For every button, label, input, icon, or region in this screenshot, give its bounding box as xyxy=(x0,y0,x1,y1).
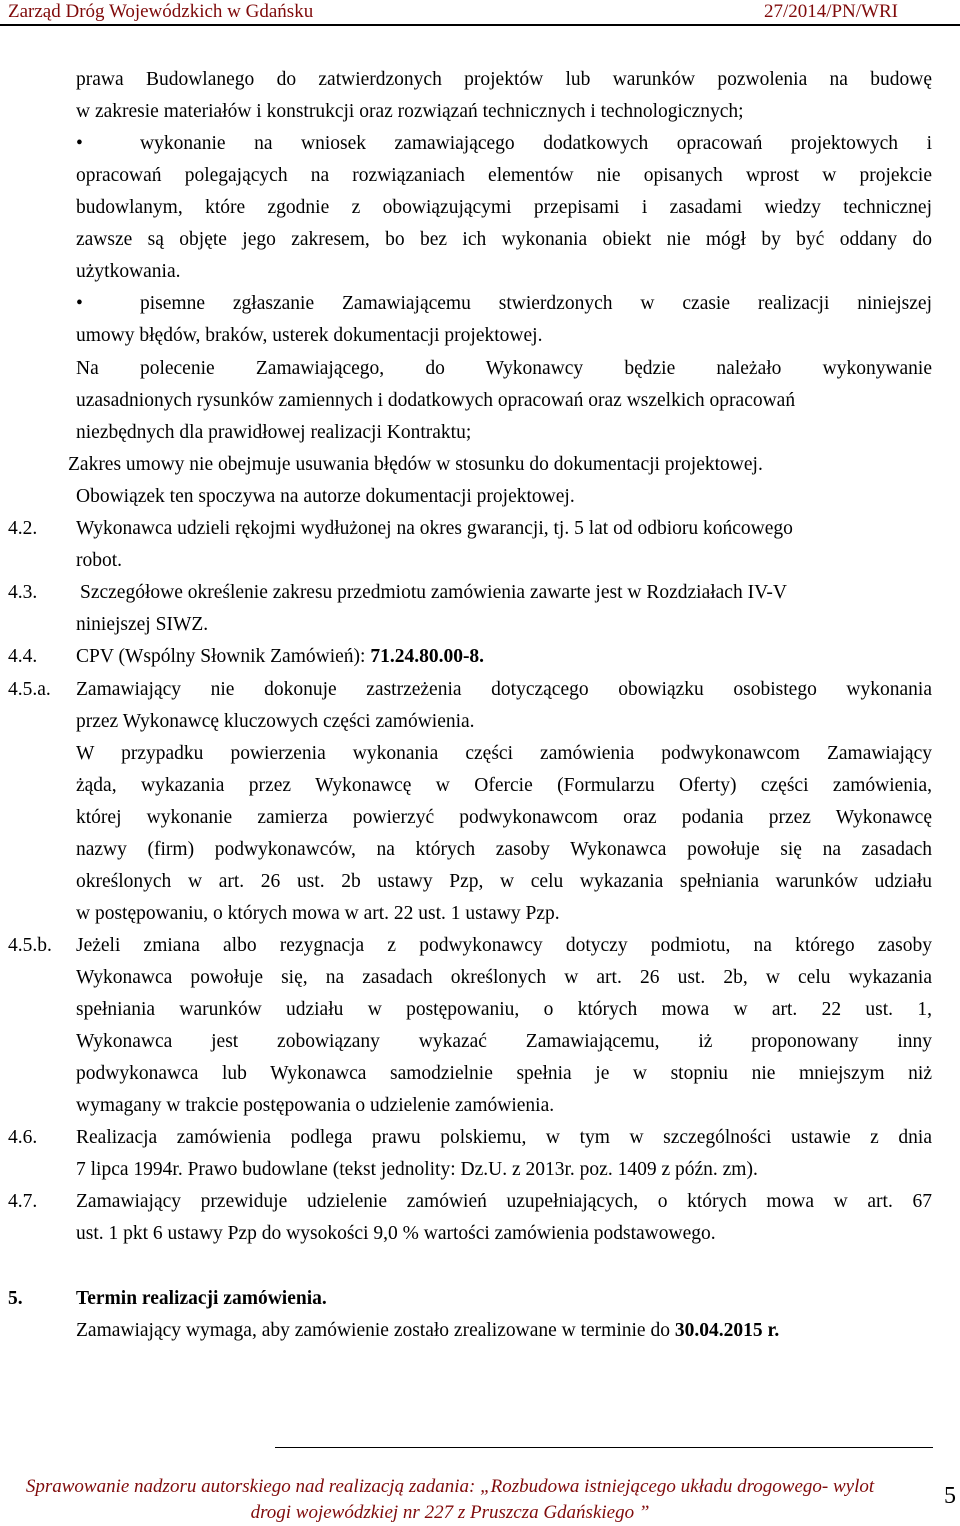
paragraph-line xyxy=(76,644,484,670)
paragraph-line: Zakres umowy nie obejmuje usuwania błędów w stosunku do dokumentacji projektowej. xyxy=(68,454,763,475)
paragraph-line: przez Wykonawcę kluczowych części zamówienia. xyxy=(76,711,475,732)
paragraph-line: w postępowaniu, o których mowa w art. 22 ust. 1 ustawy Pzp. xyxy=(76,903,560,924)
cpv-code: 71.24.80.00-8. xyxy=(370,646,485,667)
paragraph-line: niezbędnych dla prawidłowej realizacji Kontraktu; xyxy=(76,422,472,443)
paragraph-line: Wykonawca jest zobowiązany wykazać Zamawiającemu, iż proponowany inny xyxy=(76,1031,932,1052)
section-number: 4.3. xyxy=(8,582,38,603)
paragraph-line: w zakresie materiałów i konstrukcji oraz rozwiązań technicznych i technologicznych; xyxy=(76,101,744,122)
section-number: 4.2. xyxy=(8,518,38,539)
header-reference: 27/2014/PN/WRI xyxy=(763,1,898,22)
footer-rule xyxy=(275,1447,933,1448)
paragraph-line: Jeżeli zmiana albo rezygnacja z podwykonawcy dotyczy podmiotu, na którego zasoby xyxy=(76,935,932,956)
paragraph-line: niniejszej SIWZ. xyxy=(76,614,209,635)
page-footer xyxy=(0,1474,900,1526)
deadline-date: 30.04.2015 r. xyxy=(674,1320,780,1341)
paragraph-line: użytkowania. xyxy=(76,261,181,282)
cpv-label: CPV (Wspólny Słownik Zamówień): xyxy=(76,646,371,667)
paragraph-line: żąda, wykazania przez Wykonawcę w Ofercie (Formularzu Oferty) części zamówienia, xyxy=(76,775,932,796)
header-org-name: Zarząd Dróg Wojewódzkich w Gdańsku xyxy=(8,1,314,22)
paragraph-line: ust. 1 pkt 6 ustawy Pzp do wysokości 9,0 % wartości zamówienia podstawowego. xyxy=(76,1223,716,1244)
footer-line: Sprawowanie nadzoru autorskiego nad realizacją zadania: „Rozbudowa istniejącego układu drogowego- wylot xyxy=(25,1476,875,1497)
paragraph-line: Realizacja zamówienia podlega prawu polskiemu, w tym w szczególności ustawie z dnia xyxy=(76,1127,932,1148)
paragraph-line: podwykonawca lub Wykonawca samodzielnie spełnia je w stopniu nie mniejszym niż xyxy=(76,1063,932,1084)
section-number: 4.7. xyxy=(8,1191,38,1212)
paragraph-line: pisemne zgłaszanie Zamawiającemu stwierdzonych w czasie realizacji niniejszej xyxy=(140,293,932,314)
paragraph-line: robot. xyxy=(76,550,123,571)
paragraph-line: 7 lipca 1994r. Prawo budowlane (tekst jednolity: Dz.U. z 2013r. poz. 1409 z późn. zm). xyxy=(76,1159,758,1180)
paragraph-line: spełniania warunków udziału w postępowaniu, o których mowa w art. 22 ust. 1, xyxy=(76,999,932,1020)
page-header xyxy=(0,0,960,26)
paragraph-line: W przypadku powierzenia wykonania części zamówienia podwykonawcom Zamawiający xyxy=(76,743,932,764)
header-rule xyxy=(0,24,960,26)
paragraph-line: nazwy (firm) podwykonawców, na których zasoby Wykonawca powołuje się na zasadach xyxy=(76,839,932,860)
section-number: 4.5.b. xyxy=(8,935,52,956)
paragraph-line xyxy=(76,1318,779,1344)
paragraph-line: Szczegółowe określenie zakresu przedmiotu zamówienia zawarte jest w Rozdziałach IV-V xyxy=(80,582,787,603)
paragraph-line: Na polecenie Zamawiającego, do Wykonawcy będzie należało wykonywanie xyxy=(76,358,932,379)
paragraph-line: wykonanie na wniosek zamawiającego dodatkowych opracowań projektowych i xyxy=(140,133,932,154)
paragraph-line: Wykonawca powołuje się, na zasadach określonych w art. 26 ust. 2b, w celu wykazania xyxy=(76,967,932,988)
paragraph-line: umowy błędów, braków, usterek dokumentacji projektowej. xyxy=(76,325,543,346)
paragraph-line: określonych w art. 26 ust. 2b ustawy Pzp, w celu wykazania spełniania warunków udziału xyxy=(76,871,932,892)
page-number: 5 xyxy=(944,1483,956,1509)
paragraph-line: uzasadnionych rysunków zamiennych i dodatkowych opracowań oraz wszelkich opracowań xyxy=(76,390,796,411)
bullet: • xyxy=(76,293,83,314)
paragraph-line: budowlanym, które zgodnie z obowiązującymi przepisami i zasadami wiedzy technicznej xyxy=(76,197,932,218)
section-number: 4.6. xyxy=(8,1127,38,1148)
paragraph-line: zawsze są objęte jego zakresem, bo bez ich wykonania obiekt nie mógł by być oddany do xyxy=(76,229,932,250)
bullet: • xyxy=(76,133,83,154)
paragraph-line: wymagany w trakcie postępowania o udzielenie zamówienia. xyxy=(76,1095,555,1116)
paragraph-line: Zamawiający nie dokonuje zastrzeżenia dotyczącego obowiązku osobistego wykonania xyxy=(76,679,932,700)
section-heading: Termin realizacji zamówienia. xyxy=(76,1288,327,1309)
paragraph-line: opracowań polegających na rozwiązaniach elementów nie opisanych wprost w projekcie xyxy=(76,165,932,186)
section-number: 4.5.a. xyxy=(8,679,51,700)
paragraph-line: Obowiązek ten spoczywa na autorze dokumentacji projektowej. xyxy=(76,486,575,507)
paragraph-line: której wykonanie zamierza powierzyć podwykonawcom oraz podania przez Wykonawcę xyxy=(76,807,932,828)
paragraph-line: Zamawiający przewiduje udzielenie zamówień uzupełniających, o których mowa w art. 67 xyxy=(76,1191,932,1212)
paragraph-line: prawa Budowlanego do zatwierdzonych projektów lub warunków pozwolenia na budowę xyxy=(76,69,932,90)
footer-line: drogi wojewódzkiej nr 227 z Pruszcza Gdańskiego ” xyxy=(250,1502,650,1523)
deadline-text: Zamawiający wymaga, aby zamówienie zostało zrealizowane w terminie do xyxy=(76,1320,675,1341)
paragraph-line: Wykonawca udzieli rękojmi wydłużonej na okres gwarancji, tj. 5 lat od odbioru końcowego xyxy=(76,518,793,539)
section-number: 5. xyxy=(8,1288,23,1309)
section-number: 4.4. xyxy=(8,646,38,667)
